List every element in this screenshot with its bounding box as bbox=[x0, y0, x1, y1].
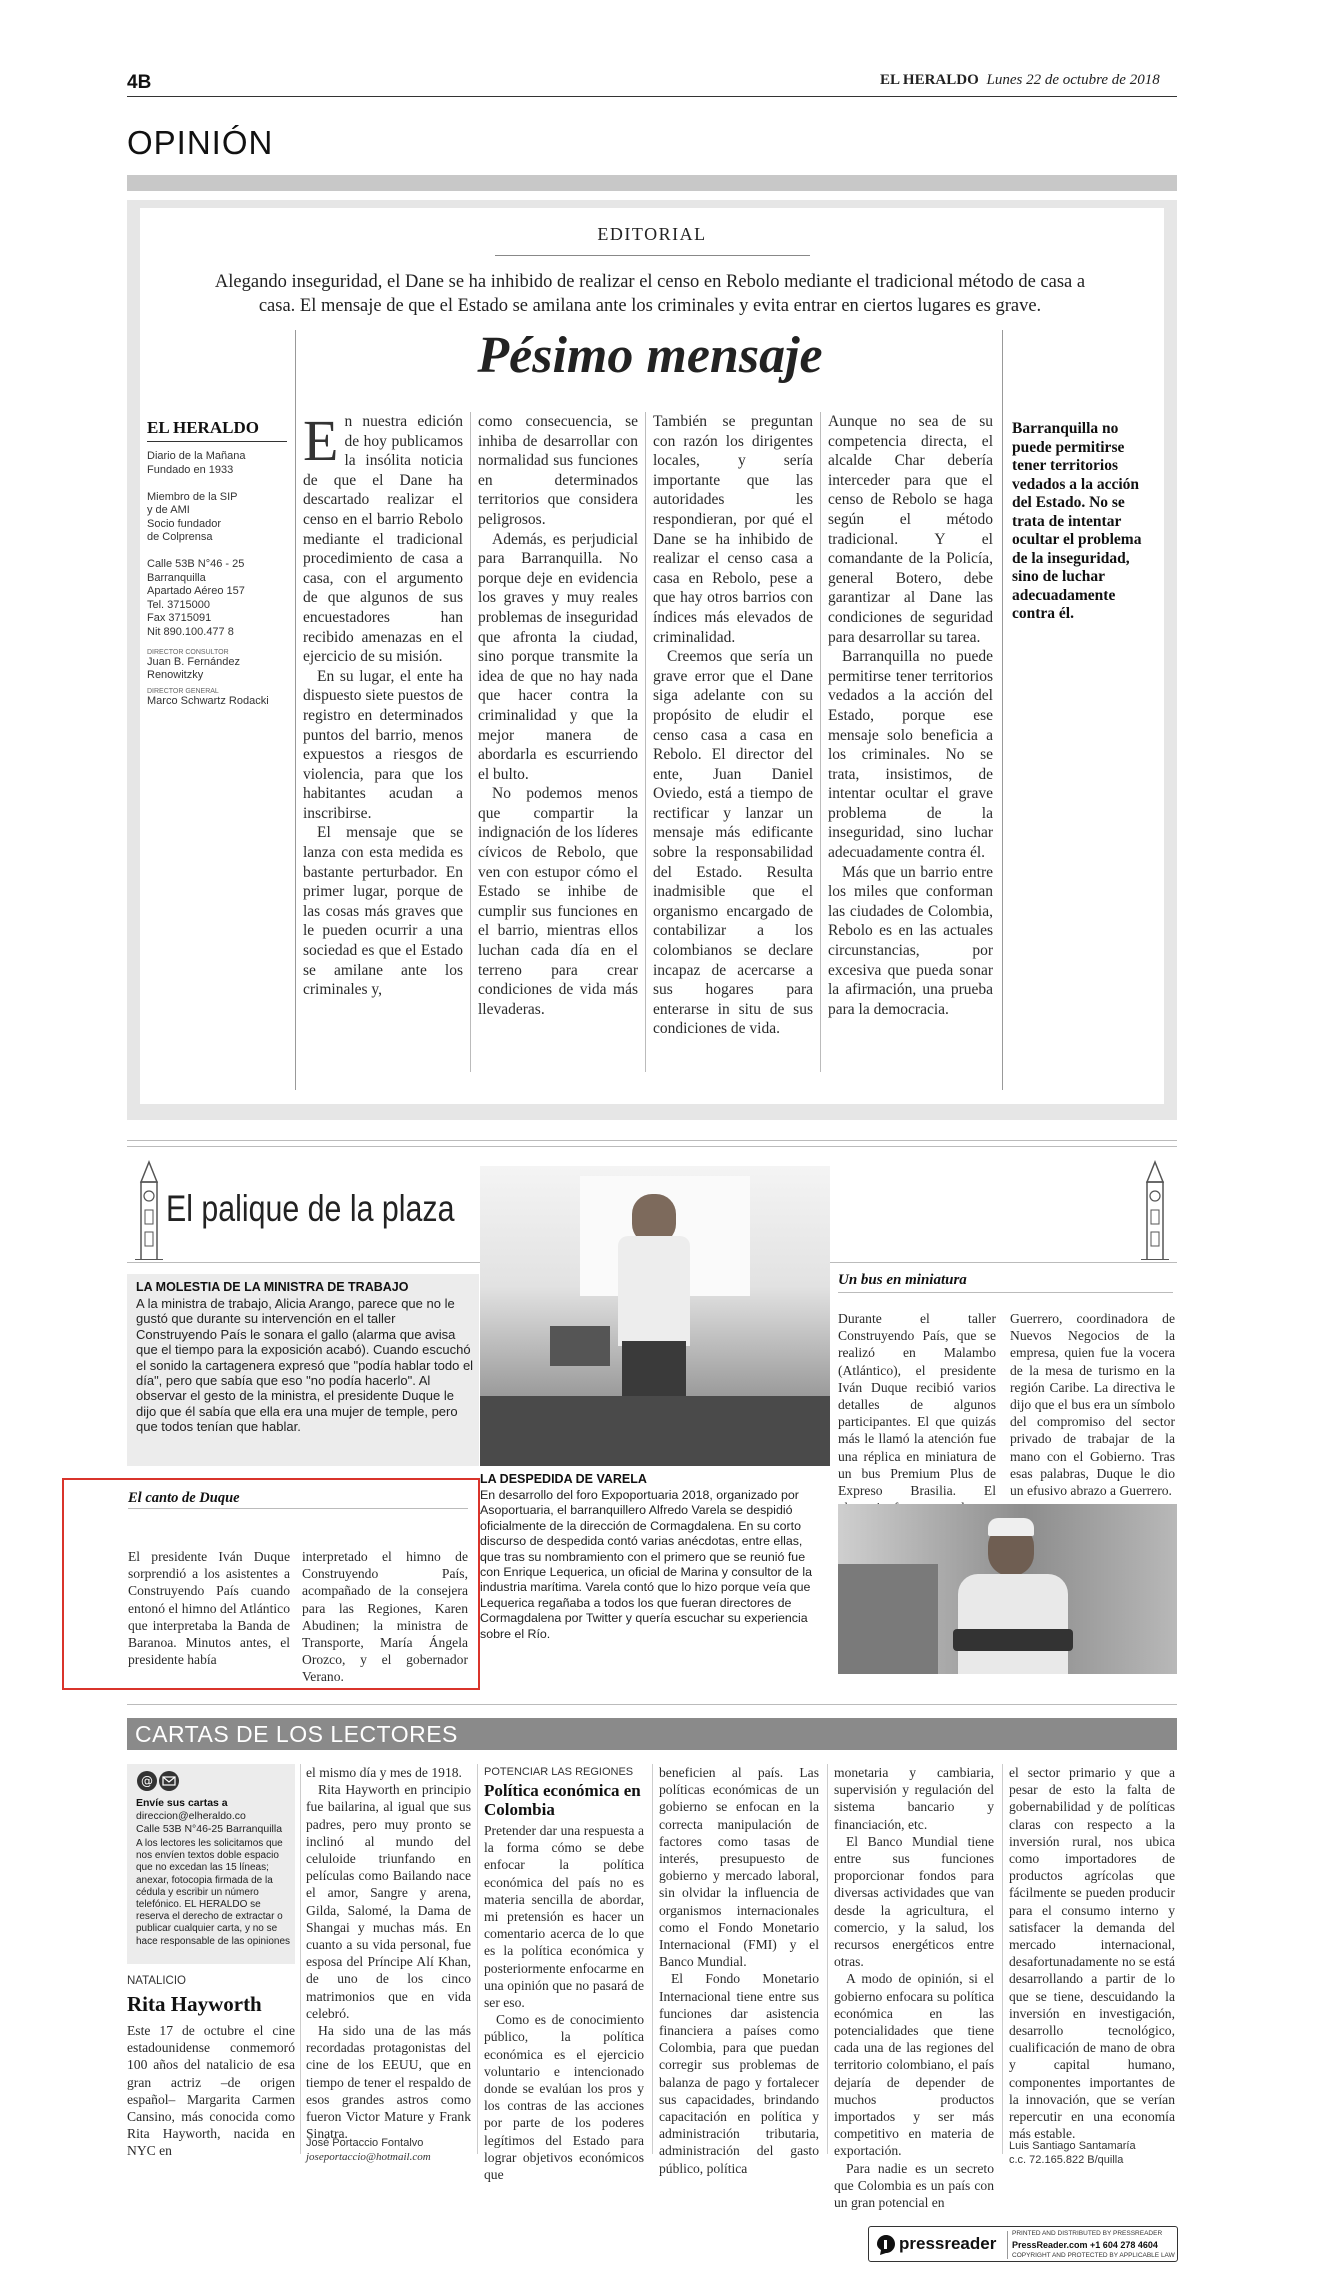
masthead-line: Calle 53B N°46 - 25 bbox=[147, 558, 245, 570]
letter2-col3 bbox=[834, 1764, 994, 2211]
letter2-col1 bbox=[484, 1822, 644, 2183]
ed-col4-p2: Barranquilla no puede permitirse tener territorios vedados a la acción del Estado, porque ese mensaje solo beneficia a los criminales. No se trata, insistimos, de intentar ocultar el grave problema de la inseguridad, sino luchar adecuadamente contra él. bbox=[828, 648, 993, 862]
letter1-col2-p3: Ha sido una de las más recordadas protagonistas del cine de los EEUU, que en tiempo de tener el respaldo de esos grandes astros como fueron Victor Mature y Frank Sinatra. bbox=[306, 2023, 471, 2142]
masthead-line: Fundado en 1933 bbox=[147, 463, 234, 476]
letter2-signature: Luis Santiago Santamaría bbox=[1009, 2140, 1136, 2152]
letter2-id: c.c. 72.165.822 B/quilla bbox=[1009, 2154, 1124, 2166]
cartas-banner: CARTAS DE LOS LECTORES bbox=[127, 1718, 1177, 1750]
general-label: DIRECTOR GENERAL bbox=[147, 688, 219, 695]
letter2-title: Política económica en Colombia bbox=[484, 1781, 641, 1819]
letter2-col1-p1: Pretender dar una respuesta a la forma cómo se debe enfocar la política económica del país no es materia sencilla de abordar, mi pretensión es hacer un comentario acerca de lo que es la política económica y posteriormente enfocarme en una opinión que no pasará de ser eso. bbox=[484, 1823, 644, 2011]
letter2-col3-p1: monetaria y cambiaria, supervisión y regulación del sistema bancario y financiación, etc. bbox=[834, 1765, 994, 1832]
masthead-line: Barranquilla bbox=[147, 571, 206, 584]
masthead-line bbox=[147, 545, 287, 559]
footer-line2: PressReader.com +1 604 278 4604 bbox=[1012, 2240, 1158, 2250]
letter1-col1: Este 17 de octubre el cine estadounidense conmemoró 100 años del natalicio de esa gran actriz –de origen español– Margarita Carmen Cansino, más conocida como Rita Hayworth, nacida en NYC en bbox=[127, 2023, 295, 2159]
header-paper-date bbox=[880, 72, 1160, 89]
letter2-col4: el sector primario y que a pesar de esto la falta de gobernabilidad y de políticas claras con respecto a la inversión rural, nos ubica como importadores de productos agrícolas que fácilmente se pueden producir para el consumo interno y satisfacer la demanda del mercado internacional, desafortunadamente no se está desarrollando a partir de lo que se tiene, descuidando la inversión en investigación, desarrollo tecnológico, cualificación de mano de obra y capital humano, componentes importantes de la innovación, que se verían repercutir en una economía más estable. bbox=[1009, 1765, 1175, 2142]
masthead-line: Diario de la Mañana bbox=[147, 450, 246, 462]
pressreader-logo-icon bbox=[875, 2233, 897, 2257]
letter2-col1-p2: Como es de conocimiento público, la política económica es el ejercicio voluntario e intencionado donde se evalúan los pros y los contras de las acciones por parte de los poderes legítimos del Estado para lograr objetivos económicos que bbox=[484, 2012, 644, 2183]
info-title: Envíe sus cartas a bbox=[136, 1797, 228, 1809]
pressreader-badge[interactable] bbox=[868, 2226, 1178, 2262]
masthead-line: Fax 3715091 bbox=[147, 612, 212, 624]
masthead-line bbox=[147, 477, 287, 491]
photo-duque-bus bbox=[838, 1504, 1177, 1674]
ed-col3-p2: Creemos que sería un grave error que el Dane siga adelante con su propósito de eludir el censo casa a casa en Rebolo. El director del ente, Juan Daniel Oviedo, está a tiempo de rectificar y lanzar un mensaje más edificante sobre la responsabilidad del Estado. Resulta inadmisible que el organismo encargado de contabilizar a los colombianos se declare incapaz de acercarse a sus hogares para enterarse in situ de sus condiciones de vida. bbox=[653, 648, 813, 1038]
letter2-col2 bbox=[659, 1764, 819, 2177]
footer-line1: PRINTED AND DISTRIBUTED BY PRESSREADER bbox=[1012, 2230, 1163, 2237]
general-name: Marco Schwartz Rodacki bbox=[147, 695, 269, 707]
editorial-col-3 bbox=[653, 412, 813, 1039]
info-address: Calle 53B N°46-25 Barranquilla bbox=[136, 1823, 283, 1835]
svg-text:@: @ bbox=[141, 1774, 153, 1788]
masthead-line: Nit 890.100.477 8 bbox=[147, 625, 234, 638]
masthead-line: y de AMI bbox=[147, 504, 190, 516]
ed-col3-p1: También se preguntan con razón los dirigentes locales, y sería importante que las autoridades les respondieran, por qué el Dane se ha inhibido de realizar el censo casa a casa en Rebolo, pese a que hay otros barrios con índices más elevados de criminalidad. bbox=[653, 413, 813, 646]
footer-line3: COPYRIGHT AND PROTECTED BY APPLICABLE LAW bbox=[1012, 2252, 1175, 2259]
item3-title: LA DESPEDIDA DE VARELA bbox=[480, 1472, 647, 1486]
item2-col1: El presidente Iván Duque sorprendió a los asistentes a Construyendo País cuando entonó el himno del Atlántico que interpretaba la Banda de Baranoa. Minutos antes, el presidente había bbox=[128, 1549, 290, 1668]
ed-col2-p2: Además, es perjudicial para Barranquilla. No porque deje en evidencia los graves y muy reales problemas de inseguridad que afronta la ciudad, sino porque transmite la idea de que no hay nada que hacer contra la criminalidad y que la mejor manera de abordarla es escurriendo el bulto. bbox=[478, 530, 638, 783]
director-label: DIRECTOR CONSULTOR bbox=[147, 649, 229, 656]
issue-date: Lunes 22 de octubre de 2018 bbox=[986, 72, 1160, 88]
ed-col1-p3: El mensaje que se lanza con esta medida es bastante perturbador. En primer lugar, porque de las cosas más graves que le pueden ocurrir a una sociedad es que el Estado se amilane ante los criminales y, bbox=[303, 824, 463, 999]
letter1-col2-p1: el mismo día y mes de 1918. bbox=[306, 1765, 462, 1780]
palique-title: El palique de la plaza bbox=[166, 1188, 455, 1229]
editorial-col-2 bbox=[478, 412, 638, 1019]
ed-col2-p3: No podemos menos que compartir la indignación de los líderes cívicos de Rebolo, que ven con estupor cómo el Estado se inhibe de cumplir sus funciones en el barrio, mientras ellos luchan cada día en el terreno para crear condiciones de vida más llevaderas. bbox=[478, 785, 638, 1018]
item4-col2: Guerrero, coordinadora de Nuevos Negocios de la empresa, quien fue la vocera de la mesa de turismo en la región Caribe. La directiva le dijo que el bus era un símbolo del compromiso del sector privado de trabajar de la mano con el Gobierno. Tras esas palabras, Duque le dio un efusivo abrazo a Guerrero. bbox=[1010, 1311, 1175, 1499]
letter1-email: joseportaccio@hotmail.com bbox=[306, 2151, 431, 2163]
masthead bbox=[147, 418, 287, 708]
letter1-kicker: NATALICIO bbox=[127, 1975, 186, 1987]
ed-col1-p1: En nuestra edición de hoy publicamos la insólita noticia de que el Dane ha descartado realizar el censo en el barrio Rebolo mediante el tradicional procedimiento de casa a casa, con el argumento de que algunos de sus encuestadores han recibido amenazas en el ejercicio de su misión. bbox=[303, 408, 463, 666]
letter1-col2 bbox=[306, 1764, 471, 2142]
letter2-col2-p1: beneficien al país. Las políticas económicas de un gobierno se enfocan en la correcta manipulación de factores como tasas de interés, presupuesto de gobierno y mercado laboral, sin olvidar la influencia de organismos internacionales como el Fondo Monetario Internacional (FMI) y el Banco Mundial. bbox=[659, 1765, 819, 1970]
masthead-line: Apartado Aéreo 157 bbox=[147, 585, 245, 597]
masthead-lines bbox=[147, 450, 287, 639]
section-title: OPINIÓN bbox=[127, 124, 274, 161]
editorial-deck: Alegando inseguridad, el Dane se ha inhibido de realizar el censo en Rebolo mediante el tradicional método de casa a casa. El mensaje de que el Estado se amilana ante los criminales y evita entrar en ciertos lugares es grave. bbox=[214, 272, 1086, 316]
ed-col1-p2: En su lugar, el ente ha dispuesto siete puestos de registro en determinados puntos del barrio, menos expuestos a riesgos de violencia, para que los habitantes acudan a inscribirse. bbox=[303, 667, 463, 822]
paper-name: EL HERALDO bbox=[880, 72, 979, 88]
editorial-col-4 bbox=[828, 412, 993, 1019]
ed-col2-p1: como consecuencia, se inhiba de desarrollar con normalidad sus funciones en determinados territorios que considera peligrosos. bbox=[478, 413, 638, 528]
ed-col4-p3: Más que un barrio entre los miles que conforman las ciudades de Colombia, Rebolo es en las actuales circunstancias, por excesiva que pueda sonar la afirmación, una prueba para la democracia. bbox=[828, 863, 993, 1018]
letter1-signature: José Portaccio Fontalvo bbox=[306, 2137, 424, 2149]
tower-left-icon bbox=[127, 1160, 171, 1260]
masthead-line: Tel. 3715000 bbox=[147, 598, 210, 611]
masthead-line: de Colprensa bbox=[147, 531, 213, 543]
item1-title: LA MOLESTIA DE LA MINISTRA DE TRABAJO bbox=[136, 1280, 409, 1294]
tower-right-icon bbox=[1133, 1160, 1177, 1260]
info-body: A los lectores les solicitamos que nos envíen textos doble espacio que no excedan las 15 líneas; anexar, fotocopia firmada de la cédula y escribir un número telefónico. EL HERALDO se reserva el derecho de extractar o publicar cualquier carta, y no se hace responsable de las opiniones bbox=[136, 1838, 290, 1947]
masthead-line: Miembro de la SIP bbox=[147, 490, 238, 503]
item4-col1: Durante el taller Construyendo País, que se realizó en Malambo (Atlántico), el presidente Iván Duque recibió varios detalles de algunos participantes. El que quizás más le llamó la atención fue una réplica en miniatura de un bus Premium Plus de Expreso Brasilia. El bbox=[838, 1311, 996, 1499]
pressreader-logo: pressreader bbox=[899, 2234, 997, 2253]
letter1-col2-p2: Rita Hayworth en principio fue bailarina, al igual que sus padres, pero muy pronto se inclinó al mundo del celuloide triunfando en películas como Bailando nace el amor, Sangre y arena, Gilda, Salomé, la Dama de Shangai y muchas más. En cuanto a su vida personal, fue esposa del Príncipe Alí Khan, de uno de los cinco matrimonios que en vida celebró. bbox=[306, 1782, 471, 2021]
masthead-line: Socio fundador bbox=[147, 517, 221, 530]
director-name: Juan B. Fernández Renowitzky bbox=[147, 656, 240, 681]
letter2-col3-p3: A modo de opinión, si el gobierno enfocara su política económica en las potencialidades que tiene cada una de las regiones del territorio colombiano, el país dejaría de depender de muchos productos importados y ser más competitivo en materia de exportación. bbox=[834, 1971, 994, 2159]
info-email: direccion@elheraldo.co bbox=[136, 1810, 246, 1822]
editorial-title: Pésimo mensaje bbox=[477, 327, 823, 384]
page-number: 4B bbox=[127, 72, 152, 93]
item2-title: El canto de Duque bbox=[128, 1490, 240, 1506]
letter2-col2-p2: El Fondo Monetario Internacional tiene entre sus funciones dar asistencia financiera a países como Colombia, para que puedan corregir sus problemas de balanza de pago y fortalecer sus capacidades, brindando capacitación en política y administración tributaria, administración del gasto público, política bbox=[659, 1971, 819, 2176]
editorial-col-1 bbox=[303, 408, 463, 1000]
item2-col2: interpretado el himno de Construyendo País, acompañado de la consejera para las Regiones, Karen Abudinen; la ministra de Transporte, María Ángela Orozco, y el gobernador Verano. bbox=[302, 1549, 468, 1685]
kicker-rule bbox=[495, 255, 810, 256]
item4-title: Un bus en miniatura bbox=[838, 1272, 967, 1288]
letter2-col3-p2: El Banco Mundial tiene entre sus funciones proporcionar fondos para diversas actividades que van desde la agricultura, el comercio, y la salud, los recursos energéticos entre otras. bbox=[834, 1833, 994, 1970]
masthead-logo: EL HERALDO bbox=[147, 418, 287, 442]
dropcap: E bbox=[303, 408, 339, 473]
section-rule bbox=[127, 175, 1177, 191]
photo-varela bbox=[480, 1166, 830, 1466]
letter2-kicker: POTENCIAR LAS REGIONES bbox=[484, 1766, 634, 1778]
letter1-title: Rita Hayworth bbox=[127, 1992, 262, 2016]
pullquote: Barranquilla no puede permitirse tener territorios vedados a la acción del Estado. No se trata de intentar ocultar el problema de la inseguridad, sino de luchar adecuadamente contra él. bbox=[1012, 420, 1142, 622]
letter2-col3-p4: Para nadie es un secreto que Colombia es un país con un gran potencial en bbox=[834, 2160, 994, 2211]
item1-body: A la ministra de trabajo, Alicia Arango, parece que no le gustó que durante su intervención en el taller Construyendo País le sonara el gallo (alarma que avisa que el tiempo para la exposición acabó). Cuando escuchó el sonido la cartagenera expresó que "podía hablar todo el día", pero que sabía que eso "no podía hacerlo". Al observar el gesto de la ministra, el presidente Duque le dijo que él sabía que ella era una mujer de temple, pero que todos tenían que hablar. bbox=[136, 1296, 474, 1435]
email-icon bbox=[136, 1770, 182, 1792]
ed-col4-p1: Aunque no sea de su competencia directa, el alcalde Char debería interceder para que el censo de Rebolo se haga según el método tradicional. Y el comandante de la Policía, general Botero, debe garantizar al Dane las condiciones de seguridad para desarrollar su tarea. bbox=[828, 413, 993, 646]
item3-body: En desarrollo del foro Expoportuaria 2018, organizado por Asoportuaria, el barranquillero Alfredo Varela se despidió oficialmente de la dirección de Cormagdalena. En su corto discurso de despedida contó varias anécdotas, entre ellas, que tras su nombramiento con el primero que se reunió fue con Enrique Lequerica, un oficial de Marina y consultor de la industria marítima. Varela contó que lo hizo porque veía que Lequerica regañaba a todos los que fueran directores de Cormagdalena por Twitter y quería escuchar su experiencia sobre el Río. bbox=[480, 1488, 812, 1641]
editorial-kicker: EDITORIAL bbox=[597, 224, 707, 244]
